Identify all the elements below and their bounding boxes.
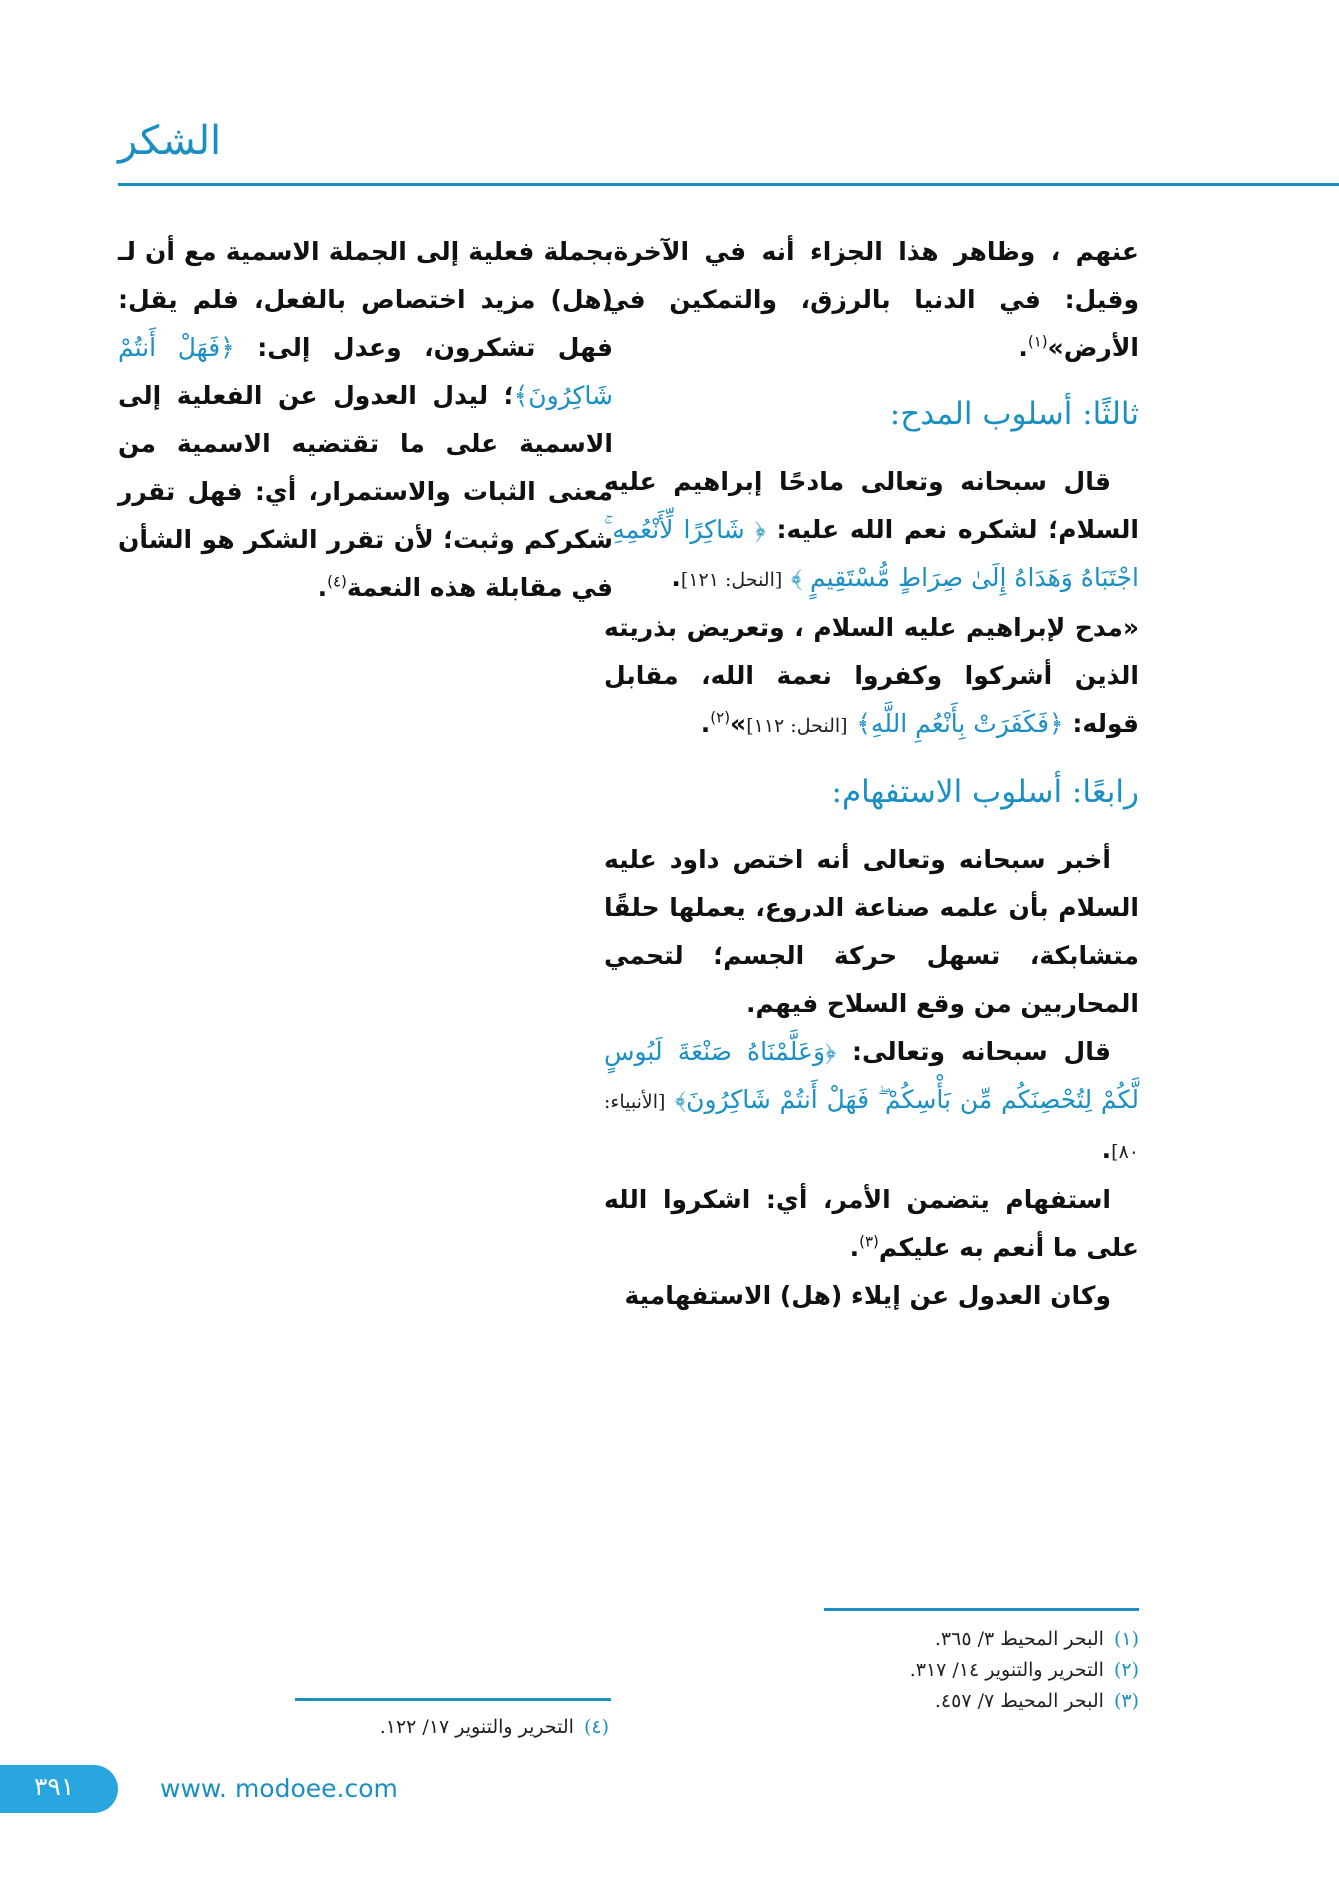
footnote [910, 1655, 1139, 1686]
footnote-text: البحر المحيط ٣/ ٣٦٥. [934, 1628, 1104, 1650]
footnotes-right [910, 1624, 1139, 1717]
paragraph-text: «مدح لإبراهيم عليه السلام ، وتعريض بذريته الذين أشركوا وكفروا نعمة الله، مقابل قوله: [604, 613, 1139, 738]
paragraph [604, 228, 1139, 372]
footnote-divider [824, 1608, 1139, 1611]
footnote [910, 1686, 1139, 1717]
footnote-text: التحرير والتنوير ١٧/ ١٢٢. [379, 1716, 574, 1738]
paragraph-text: بجملة فعلية إلى الجملة الاسمية مع أن لـ (هل) مزيد اختصاص بالفعل، فلم يقل: فهل تشكرون، وعدل إلى: [118, 237, 613, 362]
footnote-marker[interactable]: (١) [1027, 332, 1048, 351]
paragraph-text: قال سبحانه وتعالى: [851, 1037, 1112, 1066]
paragraph [604, 1028, 1139, 1176]
verse-reference: [النحل: ١١٢] [746, 715, 848, 737]
quran-verse: ﴿فَكَفَرَتْ بِأَنْعُمِ اللَّهِ﴾ [856, 709, 1064, 738]
right-column [604, 228, 1139, 1320]
paragraph: أخبر سبحانه وتعالى أنه اختص داود عليه السلام بأن علمه صناعة الدروع، يعملها حلقًا متشابكة، تسهل حركة الجسم؛ لتحمي المحاربين من وقع السلاح فيهم. [604, 845, 1139, 1018]
footnote-divider [295, 1698, 611, 1701]
footnote-number: (٢) [1113, 1659, 1139, 1681]
punctuation: » [730, 709, 747, 738]
paragraph [118, 228, 613, 612]
paragraph-text: قال سبحانه وتعالى مادحًا إبراهيم عليه السلام؛ لشكره نعم الله عليه: [604, 467, 1139, 544]
punctuation: . [1101, 1135, 1112, 1164]
paragraph-text: عنهم ، وظاهر هذا الجزاء أنه في الآخرة، وقيل: في الدنيا بالرزق، والتمكين في الأرض» [604, 237, 1139, 362]
footnote [910, 1624, 1139, 1655]
footnote-text: التحرير والتنوير ١٤/ ٣١٧. [909, 1659, 1104, 1681]
footnote-text: البحر المحيط ٧/ ٤٥٧. [934, 1690, 1104, 1712]
section-heading-question: رابعًا: أسلوب الاستفهام: [831, 774, 1139, 810]
quran-verse: ﴿فَهَلْ أَنتُمْ شَاكِرُونَ﴾ [118, 333, 613, 410]
paragraph [604, 1176, 1139, 1272]
quran-verse: ﴿ شَاكِرًا لِّأَنْعُمِهِ ۚ اجْتَبَاهُ وَهَدَاهُ إِلَىٰ صِرَاطٍ مُّسْتَقِيمٍ ﴾ [604, 515, 1139, 592]
punctuation: . [1018, 333, 1028, 362]
verse-reference: [النحل: ١٢١] [680, 569, 783, 591]
page-number: ٣٩١ [34, 1772, 75, 1801]
verse-reference: [الأنبياء: ٨٠] [604, 1091, 1139, 1163]
website-link[interactable]: www. modoee.com [160, 1774, 398, 1803]
footnotes-left [380, 1712, 609, 1743]
page-title: الشكر [118, 118, 222, 164]
quran-verse: ﴿وَعَلَّمْنَاهُ صَنْعَةَ لَبُوسٍ لَّكُمْ لِتُحْصِنَكُم مِّن بَأْسِكُمْ ۖ فَهَلْ أَنتُمْ شَاكِرُونَ﴾ [604, 1037, 1139, 1114]
left-column [118, 228, 613, 612]
section-heading-praise: ثالثًا: أسلوب المدح: [889, 396, 1139, 432]
footnote [380, 1712, 609, 1743]
footnote-number: (٤) [583, 1716, 609, 1738]
punctuation: . [671, 563, 681, 592]
footnote-marker[interactable]: (٤) [327, 572, 347, 591]
footnote-number: (١) [1113, 1628, 1139, 1650]
footnote-number: (٣) [1113, 1690, 1139, 1712]
punctuation: . [317, 573, 328, 602]
punctuation: . [849, 1233, 860, 1262]
footnote-marker[interactable]: (٣) [859, 1232, 879, 1251]
paragraph-text: ؛ ليدل العدول عن الفعلية إلى الاسمية على ما تقتضيه الاسمية من معنى الثبات والاستمرار، أي: فهل تقرر شكركم وثبت؛ لأن تقرر الشكر هو الشأن في مقابلة هذه النعمة [118, 381, 613, 602]
paragraph: وكان العدول عن إيلاء (هل) الاستفهامية [624, 1281, 1111, 1310]
paragraph-text: استفهام يتضمن الأمر، أي: اشكروا الله على ما أنعم به عليكم [604, 1185, 1139, 1262]
punctuation: . [700, 709, 711, 738]
header-divider [118, 183, 1339, 186]
paragraph [604, 458, 1139, 604]
paragraph [604, 604, 1139, 750]
footnote-marker[interactable]: (٢) [710, 708, 731, 727]
